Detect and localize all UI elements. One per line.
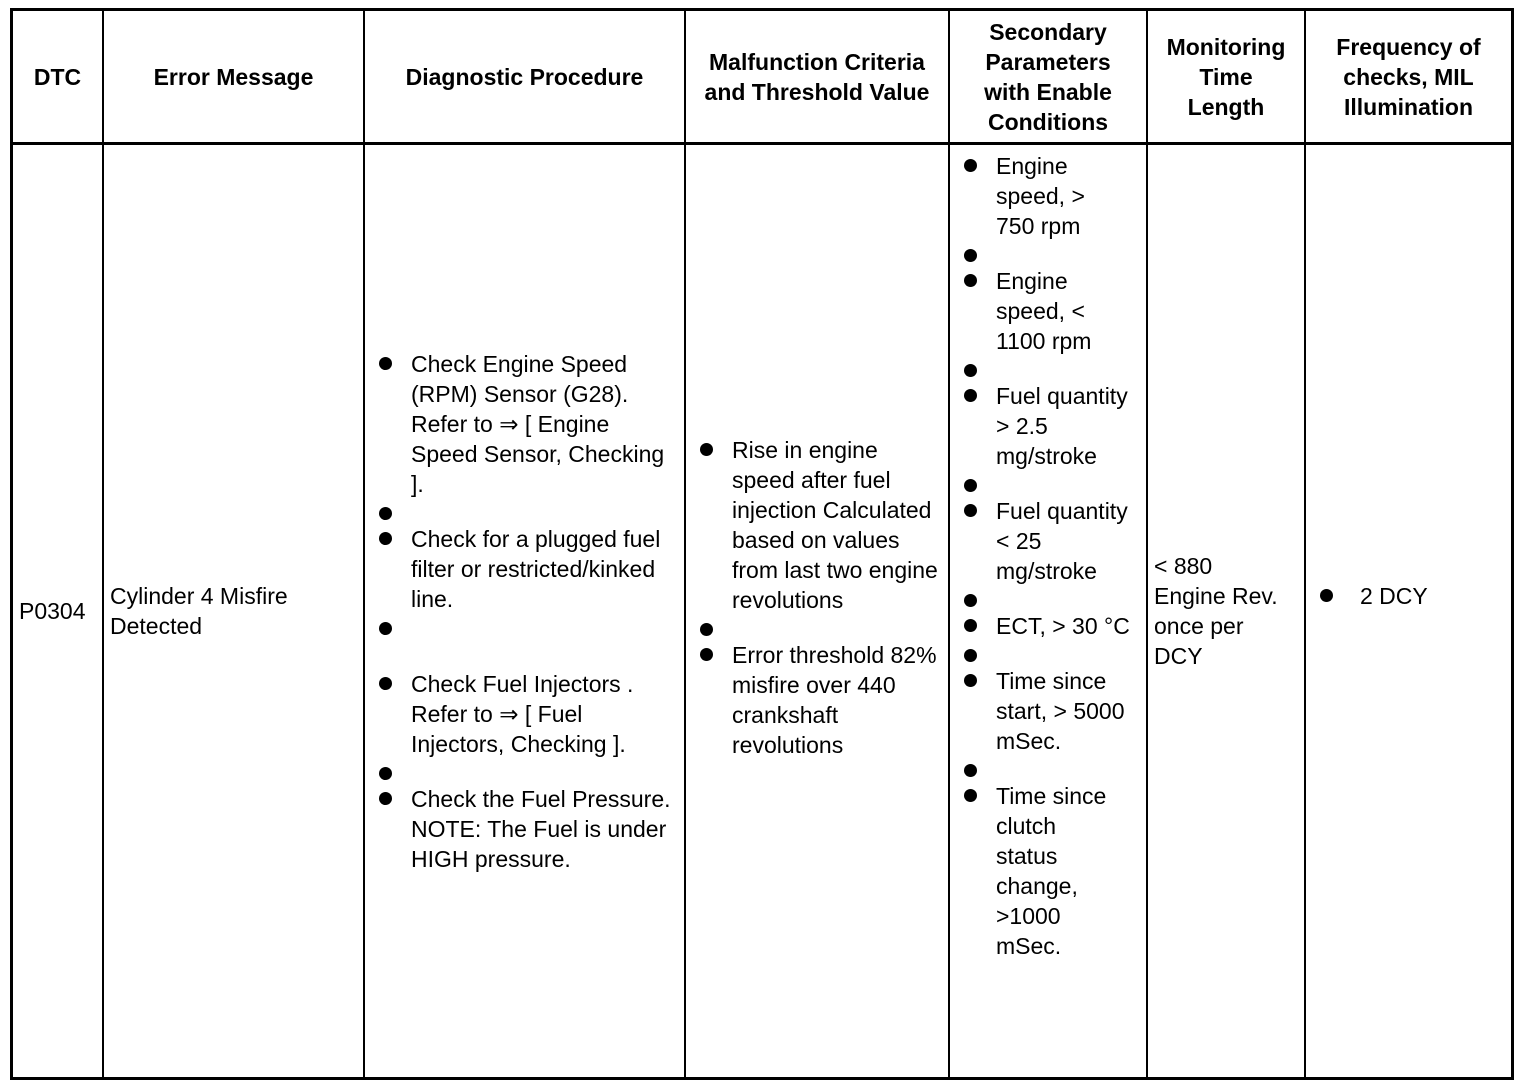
list-spacer — [365, 614, 684, 669]
cell-monitoring-time — [1148, 145, 1304, 1077]
list-item: 2 DCY — [1306, 581, 1511, 611]
list-item: Time since start, > 5000 mSec. — [950, 666, 1146, 756]
list-item: Time since clutch status change, >1000 mSec. — [950, 781, 1146, 961]
cell-malfunction-criteria — [686, 145, 948, 1077]
list-item: Fuel quantity > 2.5 mg/stroke — [950, 381, 1146, 471]
list-item: Engine speed, < 1100 rpm — [950, 266, 1146, 356]
error-message-text: Cylinder 4 Misfire Detected — [110, 583, 288, 639]
diagnostic-procedure-list — [365, 349, 684, 874]
header-dtc-label: DTC — [33, 64, 82, 90]
header-dtc — [13, 11, 102, 143]
list-item: Check for a plugged fuel filter or restricted/kinked line. — [365, 524, 684, 614]
frequency-list — [1306, 581, 1511, 611]
header-monitoring-time-label: Monitoring Time Length — [1166, 34, 1286, 120]
cell-dtc — [13, 145, 102, 1077]
list-spacer — [950, 356, 1146, 381]
list-spacer — [686, 615, 948, 640]
header-secondary-parameters — [950, 11, 1146, 143]
header-diagnostic-procedure — [365, 11, 684, 143]
header-frequency — [1306, 11, 1511, 143]
cell-error-message — [104, 145, 363, 1077]
header-error-message-label: Error Message — [153, 64, 314, 90]
dtc-table — [10, 8, 1514, 1080]
list-item: Check Fuel Injectors . Refer to ⇒ [ Fuel Injectors, Checking ]. — [365, 669, 684, 759]
header-malfunction-criteria — [686, 11, 948, 143]
header-secondary-parameters-label: Secondary Parameters with Enable Conditions — [984, 19, 1112, 135]
list-item: ECT, > 30 °C — [950, 611, 1146, 641]
header-frequency-label: Frequency of checks, MIL Illumination — [1336, 34, 1481, 120]
list-item: Fuel quantity < 25 mg/stroke — [950, 496, 1146, 586]
list-spacer — [365, 759, 684, 784]
list-spacer — [950, 586, 1146, 611]
header-monitoring-time — [1148, 11, 1304, 143]
list-spacer — [950, 641, 1146, 666]
list-spacer — [950, 471, 1146, 496]
list-spacer — [365, 499, 684, 524]
list-item: Check the Fuel Pressure. NOTE: The Fuel is under HIGH pressure. — [365, 784, 684, 874]
cell-frequency — [1306, 145, 1511, 1077]
secondary-parameters-list — [950, 151, 1146, 961]
cell-secondary-parameters — [950, 145, 1146, 1077]
list-item: Rise in engine speed after fuel injection Calculated based on values from last two engine revolutions — [686, 435, 948, 615]
list-spacer — [950, 241, 1146, 266]
list-item: Engine speed, > 750 rpm — [950, 151, 1146, 241]
list-item: Check Engine Speed (RPM) Sensor (G28). Refer to ⇒ [ Engine Speed Sensor, Checking ]. — [365, 349, 684, 499]
header-malfunction-criteria-label: Malfunction Criteria and Threshold Value — [704, 49, 930, 105]
header-error-message — [104, 11, 363, 143]
cell-diagnostic-procedure — [365, 145, 684, 1077]
list-item: Error threshold 82% misfire over 440 crankshaft revolutions — [686, 640, 948, 760]
malfunction-criteria-list — [686, 435, 948, 788]
dtc-code: P0304 — [19, 598, 86, 624]
list-spacer — [950, 756, 1146, 781]
monitoring-time-text: < 880 Engine Rev. once per DCY — [1154, 553, 1278, 669]
header-diagnostic-procedure-label: Diagnostic Procedure — [405, 64, 644, 90]
